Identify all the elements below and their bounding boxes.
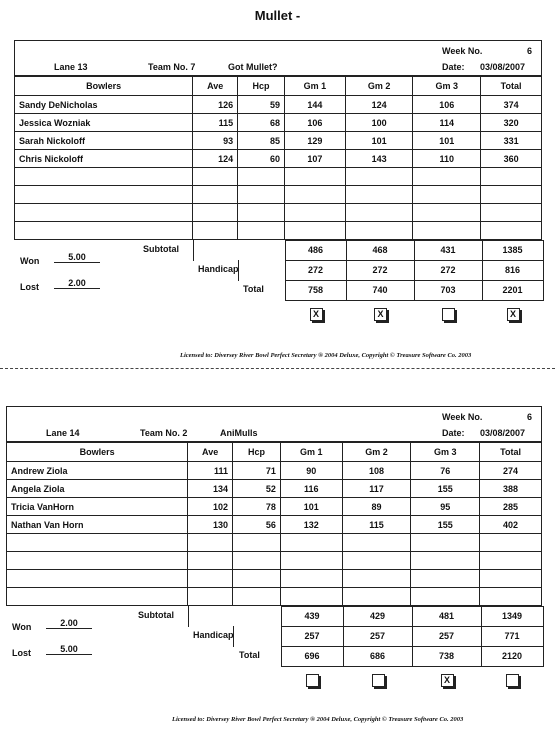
bowler-name: Sarah Nickoloff <box>15 132 193 150</box>
subtotal-value: 1385 <box>502 245 523 255</box>
handicap-value: 771 <box>504 631 520 641</box>
game-win-checkbox[interactable] <box>306 674 319 687</box>
score-cell: 110 <box>413 150 481 168</box>
score-cell: 102 <box>188 498 233 516</box>
score-cell: 126 <box>193 96 238 114</box>
score-cell: 107 <box>284 150 345 168</box>
handicap-value: 257 <box>304 631 320 641</box>
score-cell <box>233 552 281 570</box>
score-cell <box>345 168 413 186</box>
score-cell <box>480 552 542 570</box>
won-label: Won <box>12 622 32 632</box>
score-cell <box>481 204 542 222</box>
total-value: 703 <box>440 285 456 295</box>
score-cell <box>342 552 411 570</box>
score-cell <box>193 186 238 204</box>
score-cell <box>411 534 480 552</box>
bowler-name: Andrew Ziola <box>7 462 188 480</box>
column-header-hcp: Hcp <box>233 443 281 462</box>
license-text: Licensed to: Diversey River Bowl Perfect Secretary ® 2004 Deluxe, Copyright © Treasure Software Co. 2003 <box>180 352 472 359</box>
score-cell: 90 <box>280 462 342 480</box>
team-name: AniMulls <box>220 428 258 438</box>
score-cell: 144 <box>284 96 345 114</box>
score-cell: 89 <box>342 498 411 516</box>
score-cell: 134 <box>188 480 233 498</box>
score-cell <box>411 570 480 588</box>
score-cell: 95 <box>411 498 480 516</box>
score-cell <box>345 222 413 240</box>
column-header-ave: Ave <box>193 77 238 96</box>
bowler-row <box>7 552 542 570</box>
handicap-value: 272 <box>440 265 456 275</box>
score-cell <box>188 570 233 588</box>
score-cell <box>238 186 285 204</box>
column-header-bowlers: Bowlers <box>7 443 188 462</box>
score-cell: 374 <box>481 96 542 114</box>
score-cell <box>280 534 342 552</box>
score-cell <box>193 222 238 240</box>
score-cell: 100 <box>345 114 413 132</box>
score-sheet <box>14 40 542 350</box>
bowler-row <box>15 96 542 114</box>
team-label: Team No. 2 <box>140 428 188 438</box>
score-cell: 320 <box>481 114 542 132</box>
score-cell <box>413 168 481 186</box>
subtotal-value: 468 <box>372 245 388 255</box>
date-value: 03/08/2007 <box>480 428 526 438</box>
won-value: 5.00 <box>54 252 100 263</box>
score-cell: 59 <box>238 96 285 114</box>
score-cell <box>480 570 542 588</box>
score-cell <box>342 534 411 552</box>
score-cell <box>238 168 285 186</box>
handicap-value: 257 <box>369 631 386 641</box>
score-cell <box>481 222 542 240</box>
score-cell <box>413 222 481 240</box>
total-label: Total <box>243 284 264 294</box>
score-cell <box>233 534 281 552</box>
cut-line <box>0 368 555 369</box>
date-value: 03/08/2007 <box>480 62 526 72</box>
score-cell: 76 <box>411 462 480 480</box>
subtotal-value: 429 <box>369 611 386 621</box>
game-win-checkbox[interactable] <box>442 308 455 321</box>
bowler-row <box>7 516 542 534</box>
score-cell: 85 <box>238 132 285 150</box>
score-cell: 155 <box>411 516 480 534</box>
handicap-value: 272 <box>307 265 324 275</box>
score-cell: 129 <box>284 132 345 150</box>
score-cell: 115 <box>342 516 411 534</box>
lane-label: Lane 13 <box>54 62 88 72</box>
won-value: 2.00 <box>46 618 92 629</box>
subtotal-value: 1349 <box>501 611 523 621</box>
subtotal-value: 481 <box>438 611 455 621</box>
bowler-row <box>15 132 542 150</box>
lost-value: 2.00 <box>54 278 100 289</box>
won-label: Won <box>20 256 40 266</box>
subtotal-label: Subtotal <box>143 244 179 254</box>
bowler-row <box>7 462 542 480</box>
score-cell <box>411 588 480 606</box>
score-cell: 71 <box>233 462 281 480</box>
bowlers-table <box>6 442 542 606</box>
bowler-name <box>7 552 188 570</box>
game-win-checkbox[interactable]: X <box>441 674 454 687</box>
date-label: Date: <box>442 428 465 438</box>
handicap-value: 257 <box>438 631 455 641</box>
score-cell: 114 <box>413 114 481 132</box>
score-cell <box>280 552 342 570</box>
bowler-row <box>7 570 542 588</box>
subtotal-value: 439 <box>304 611 320 621</box>
table-header-row <box>15 77 542 96</box>
bowler-row <box>15 150 542 168</box>
score-cell: 155 <box>411 480 480 498</box>
game-win-checkbox[interactable] <box>372 674 385 687</box>
score-cell: 130 <box>188 516 233 534</box>
total-label: Total <box>239 650 260 660</box>
bowler-name: Tricia VanHorn <box>7 498 188 516</box>
bowler-name: Angela Ziola <box>7 480 188 498</box>
score-cell <box>188 588 233 606</box>
page-title: Mullet - <box>254 8 301 23</box>
game-win-checkbox[interactable]: X <box>507 308 520 321</box>
score-cell <box>480 588 542 606</box>
total-value: 2120 <box>501 651 523 661</box>
score-cell <box>280 570 342 588</box>
bowler-name <box>7 534 188 552</box>
bowlers-table <box>14 76 542 240</box>
bowler-name <box>15 222 193 240</box>
score-cell: 108 <box>342 462 411 480</box>
score-cell <box>284 186 345 204</box>
team-label: Team No. 7 <box>148 62 196 72</box>
score-cell: 78 <box>233 498 281 516</box>
total-value: 758 <box>307 285 324 295</box>
game-win-checkbox[interactable]: X <box>310 308 323 321</box>
handicap-label: Handicap <box>198 264 239 274</box>
game-win-checkbox[interactable] <box>506 674 519 687</box>
score-cell <box>342 588 411 606</box>
score-cell <box>280 588 342 606</box>
score-cell <box>413 204 481 222</box>
score-cell <box>481 186 542 204</box>
bowler-row <box>7 480 542 498</box>
bowler-name: Sandy DeNicholas <box>15 96 193 114</box>
total-value: 686 <box>369 651 386 661</box>
score-cell <box>481 168 542 186</box>
bowler-row <box>15 222 542 240</box>
bowler-name <box>15 186 193 204</box>
score-cell <box>233 588 281 606</box>
score-cell: 106 <box>413 96 481 114</box>
score-cell: 388 <box>480 480 542 498</box>
week-label: Week No. <box>442 412 483 422</box>
lost-label: Lost <box>20 282 39 292</box>
score-cell: 101 <box>413 132 481 150</box>
score-cell <box>413 186 481 204</box>
week-value: 6 <box>527 46 533 56</box>
bowler-row <box>15 186 542 204</box>
score-cell: 68 <box>238 114 285 132</box>
total-value: 738 <box>438 651 455 661</box>
bowler-row <box>7 588 542 606</box>
bowler-name: Chris Nickoloff <box>15 150 193 168</box>
score-cell: 285 <box>480 498 542 516</box>
score-cell: 274 <box>480 462 542 480</box>
bowler-row <box>7 534 542 552</box>
column-header-gm1: Gm 1 <box>284 77 345 96</box>
handicap-extension <box>233 626 282 647</box>
column-header-gm2: Gm 2 <box>342 443 411 462</box>
score-cell <box>342 570 411 588</box>
score-cell <box>233 570 281 588</box>
week-value: 6 <box>527 412 533 422</box>
score-cell: 52 <box>233 480 281 498</box>
score-cell: 60 <box>238 150 285 168</box>
total-value: 2201 <box>502 285 523 295</box>
score-cell: 124 <box>345 96 413 114</box>
score-cell: 132 <box>280 516 342 534</box>
bowler-name <box>7 588 188 606</box>
column-header-gm1: Gm 1 <box>280 443 342 462</box>
bowler-row <box>15 204 542 222</box>
lost-value: 5.00 <box>46 644 92 655</box>
bowler-row <box>15 114 542 132</box>
bowler-name <box>15 204 193 222</box>
bowler-name: Jessica Wozniak <box>15 114 193 132</box>
score-cell: 93 <box>193 132 238 150</box>
score-cell: 117 <box>342 480 411 498</box>
handicap-extension <box>238 260 286 281</box>
score-cell: 111 <box>188 462 233 480</box>
handicap-value: 272 <box>372 265 388 275</box>
date-label: Date: <box>442 62 465 72</box>
score-cell: 360 <box>481 150 542 168</box>
lane-label: Lane 14 <box>46 428 80 438</box>
score-cell <box>345 204 413 222</box>
subtotal-value: 431 <box>440 245 456 255</box>
score-cell: 143 <box>345 150 413 168</box>
column-header-bowlers: Bowlers <box>15 77 193 96</box>
column-header-ave: Ave <box>188 443 233 462</box>
score-cell <box>188 552 233 570</box>
score-sheet <box>6 406 542 716</box>
column-header-gm2: Gm 2 <box>345 77 413 96</box>
table-header-row <box>7 443 542 462</box>
score-cell <box>188 534 233 552</box>
column-header-gm3: Gm 3 <box>411 443 480 462</box>
score-cell <box>284 168 345 186</box>
team-name: Got Mullet? <box>228 62 278 72</box>
subtotal-extension <box>193 240 286 261</box>
score-cell: 106 <box>284 114 345 132</box>
score-cell: 115 <box>193 114 238 132</box>
score-cell <box>345 186 413 204</box>
total-value: 740 <box>372 285 388 295</box>
score-cell <box>193 168 238 186</box>
score-cell <box>238 222 285 240</box>
score-cell: 116 <box>280 480 342 498</box>
score-cell: 124 <box>193 150 238 168</box>
bowler-row <box>15 168 542 186</box>
score-cell <box>480 534 542 552</box>
score-cell: 402 <box>480 516 542 534</box>
game-win-checkbox[interactable]: X <box>374 308 387 321</box>
score-cell: 331 <box>481 132 542 150</box>
bowler-name: Nathan Van Horn <box>7 516 188 534</box>
subtotal-extension <box>188 606 282 627</box>
handicap-value: 816 <box>504 265 521 275</box>
score-cell: 101 <box>345 132 413 150</box>
score-cell <box>284 204 345 222</box>
score-cell <box>411 552 480 570</box>
bowler-row <box>7 498 542 516</box>
total-value: 696 <box>304 651 320 661</box>
column-header-gm3: Gm 3 <box>413 77 481 96</box>
score-cell <box>238 204 285 222</box>
score-cell <box>193 204 238 222</box>
bowler-name <box>15 168 193 186</box>
score-cell: 56 <box>233 516 281 534</box>
column-header-total: Total <box>480 443 542 462</box>
column-header-hcp: Hcp <box>238 77 285 96</box>
score-cell: 101 <box>280 498 342 516</box>
subtotal-label: Subtotal <box>138 610 174 620</box>
lost-label: Lost <box>12 648 31 658</box>
license-text: Licensed to: Diversey River Bowl Perfect Secretary ® 2004 Deluxe, Copyright © Treasure Software Co. 2003 <box>172 716 464 723</box>
score-cell <box>284 222 345 240</box>
week-label: Week No. <box>442 46 483 56</box>
bowler-name <box>7 570 188 588</box>
column-header-total: Total <box>481 77 542 96</box>
handicap-label: Handicap <box>193 630 234 640</box>
subtotal-value: 486 <box>307 245 324 255</box>
